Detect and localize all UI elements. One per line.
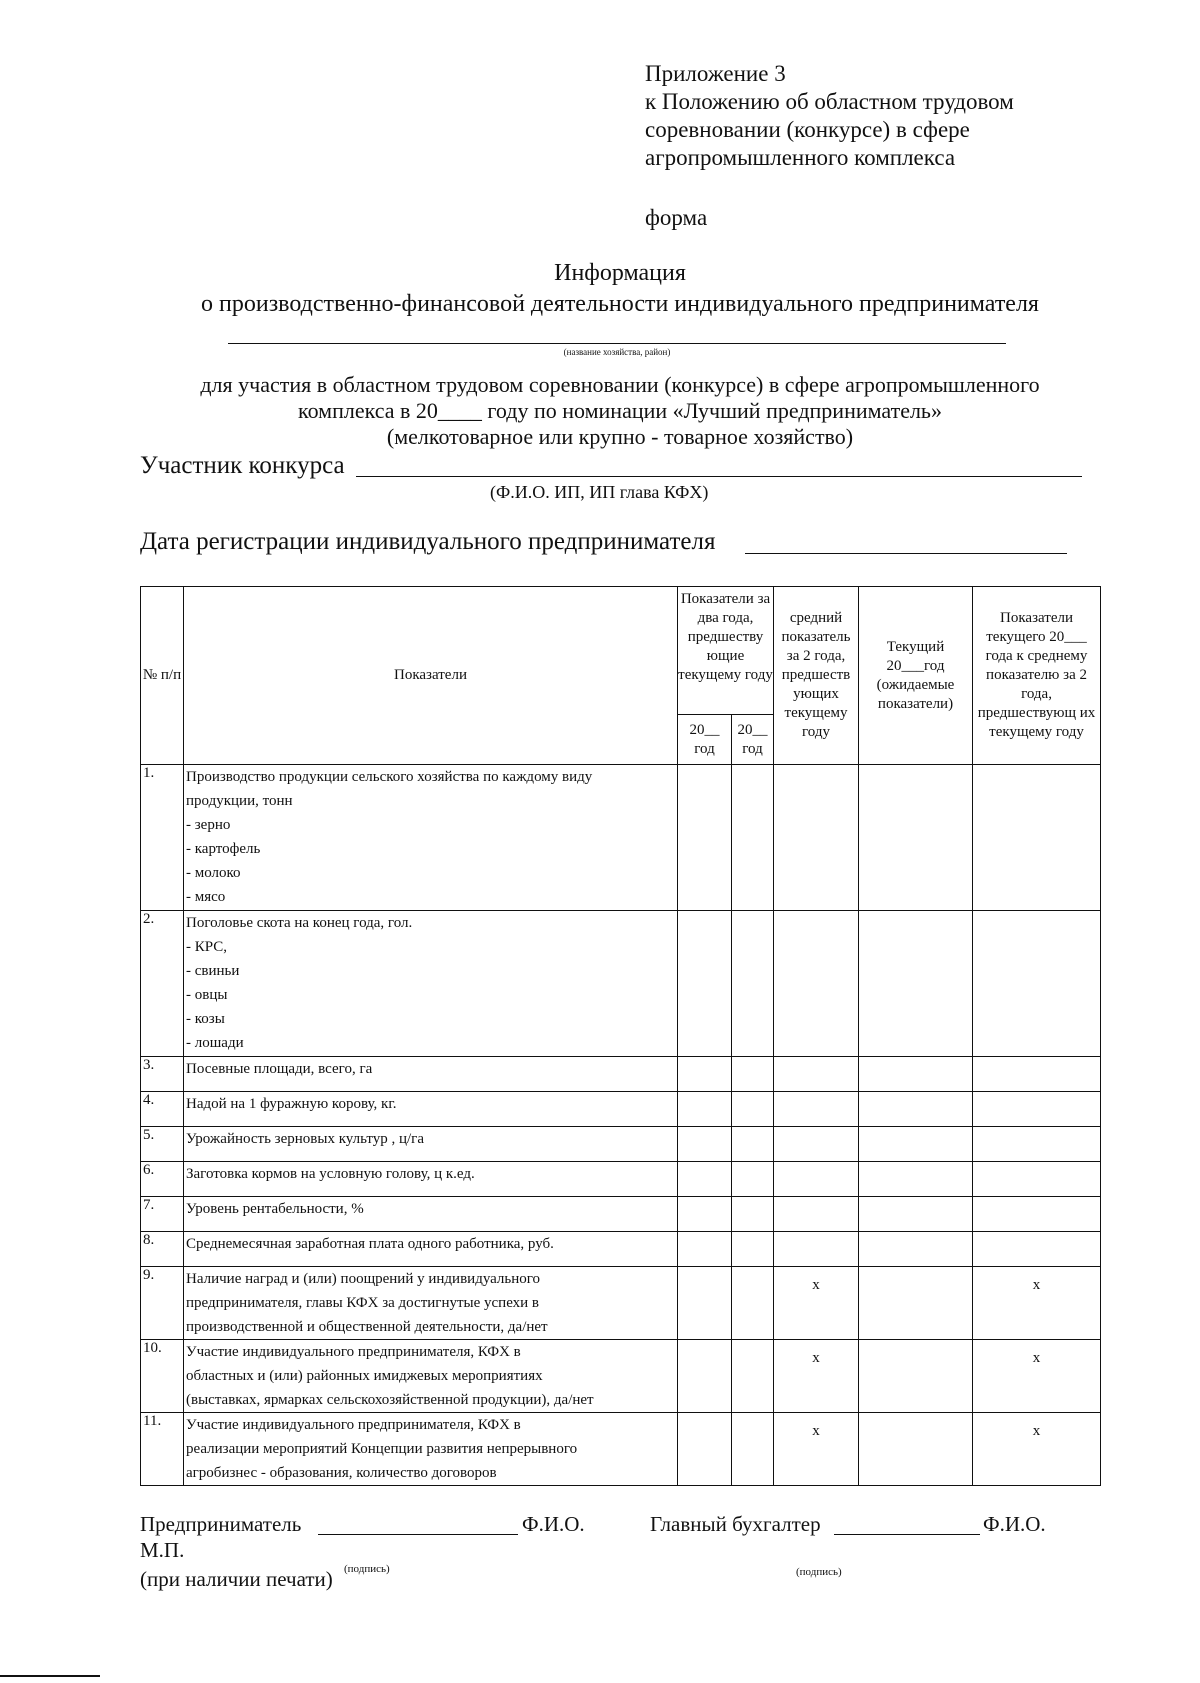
indicator-cell [184, 911, 678, 1057]
header-ratio: Показатели текущего 20___ года к среднему показателю за 2 года, предшествующ их текущему году [973, 587, 1101, 765]
indicator-cell [184, 1197, 678, 1232]
header-num: № п/п [141, 587, 184, 765]
indicator-line: Участие индивидуального предпринимателя, КФХ в [186, 1344, 521, 1360]
indicator-line: Производство продукции сельского хозяйства по каждому виду [186, 769, 593, 785]
indicator-line: Урожайность зерновых культур , ц/га [186, 1131, 424, 1147]
header-current: Текущий 20___год (ожидаемые показатели) [859, 587, 973, 765]
current-cell[interactable] [859, 911, 973, 1057]
average-cell[interactable] [774, 1197, 859, 1232]
row-number: 6. [141, 1162, 184, 1197]
registration-label: Дата регистрации индивидуального предпринимателя [140, 528, 716, 555]
year2-cell[interactable] [732, 765, 774, 911]
mp-label: М.П. [140, 1538, 185, 1562]
entrepreneur-label: Предприниматель [140, 1512, 302, 1536]
ratio-cell[interactable] [973, 1092, 1101, 1127]
entrepreneur-signature-line[interactable] [318, 1534, 518, 1535]
year1-cell[interactable] [678, 1340, 732, 1413]
indicators-table [140, 586, 1101, 1486]
signature-caption: (подпись) [344, 1563, 390, 1575]
document-subtitle: о производственно-финансовой деятельности индивидуального предпринимателя [201, 291, 1039, 317]
indicator-line: Наличие наград и (или) поощрений у индивидуального [186, 1271, 541, 1287]
year1-cell[interactable] [678, 1162, 732, 1197]
indicator-line: - козы [186, 1011, 225, 1027]
document-title: Информация [554, 260, 686, 286]
indicator-cell [184, 1413, 678, 1486]
row-number: 5. [141, 1127, 184, 1162]
year1-cell[interactable] [678, 765, 732, 911]
farm-name-line[interactable] [228, 343, 1006, 344]
row-number: 9. [141, 1267, 184, 1340]
ratio-cell[interactable]: x [973, 1340, 1101, 1413]
appendix-line: соревновании (конкурсе) в сфере [645, 117, 970, 142]
indicator-line: агробизнес - образования, количество договоров [186, 1465, 497, 1481]
participant-caption: (Ф.И.О. ИП, ИП глава КФХ) [490, 482, 709, 502]
indicator-line: производственной и общественной деятельности, да/нет [186, 1319, 548, 1335]
year2-cell[interactable] [732, 1413, 774, 1486]
indicator-line: - овцы [186, 987, 228, 1003]
indicator-line: Заготовка кормов на условную голову, ц к.ед. [186, 1166, 475, 1182]
indicator-line: - картофель [186, 841, 261, 857]
table-row [141, 1057, 1101, 1092]
table-row [141, 1413, 1101, 1486]
table-body [141, 765, 1101, 1486]
indicator-line: областных и (или) районных имиджевых мероприятиях [186, 1368, 543, 1384]
year2-cell[interactable] [732, 1197, 774, 1232]
average-cell[interactable]: x [774, 1267, 859, 1340]
year1-cell[interactable] [678, 1127, 732, 1162]
indicator-cell [184, 1340, 678, 1413]
intro-line: для участия в областном трудовом соревновании (конкурсе) в сфере агропромышленного [200, 372, 1040, 397]
participant-label: Участник конкурса [140, 452, 345, 479]
year1-cell[interactable] [678, 1413, 732, 1486]
row-number: 11. [141, 1413, 184, 1486]
current-cell[interactable] [859, 1092, 973, 1127]
indicator-cell [184, 1232, 678, 1267]
average-cell[interactable] [774, 911, 859, 1057]
year2-cell[interactable] [732, 911, 774, 1057]
indicator-line: Уровень рентабельности, % [186, 1201, 364, 1217]
table-row [141, 1267, 1101, 1340]
year1-cell[interactable] [678, 1232, 732, 1267]
participant-input-line[interactable] [356, 476, 1082, 477]
ratio-cell[interactable]: x [973, 1413, 1101, 1486]
current-cell[interactable] [859, 1127, 973, 1162]
average-cell[interactable] [774, 1092, 859, 1127]
average-cell[interactable]: x [774, 1340, 859, 1413]
table-row [141, 911, 1101, 1057]
current-cell[interactable] [859, 765, 973, 911]
indicator-line: Посевные площади, всего, га [186, 1061, 373, 1077]
header-year2: 20__ год [732, 715, 774, 765]
table-row [141, 1127, 1101, 1162]
signature-caption: (подпись) [796, 1566, 842, 1578]
year1-cell[interactable] [678, 911, 732, 1057]
ratio-cell[interactable] [973, 1197, 1101, 1232]
current-cell[interactable] [859, 1057, 973, 1092]
indicator-line: - КРС, [186, 939, 228, 955]
table-row [141, 765, 1101, 911]
average-cell[interactable] [774, 1232, 859, 1267]
table-row [141, 1340, 1101, 1413]
row-number: 4. [141, 1092, 184, 1127]
average-cell[interactable] [774, 765, 859, 911]
ratio-cell[interactable] [973, 1057, 1101, 1092]
indicator-line: - молоко [186, 865, 241, 881]
intro-line: комплекса в 20____ году по номинации «Лучший предприниматель» [298, 398, 942, 423]
indicator-line: (выставках, ярмарках сельскохозяйственной продукции), да/нет [186, 1392, 594, 1408]
registration-input-line[interactable] [745, 553, 1067, 554]
indicator-line: реализации мероприятий Концепции развития непрерывного [186, 1441, 578, 1457]
table-row [141, 1162, 1101, 1197]
year1-cell[interactable] [678, 1197, 732, 1232]
year2-cell[interactable] [732, 1340, 774, 1413]
year2-cell[interactable] [732, 1162, 774, 1197]
indicator-cell [184, 765, 678, 911]
year2-cell[interactable] [732, 1092, 774, 1127]
indicator-line: - мясо [186, 889, 226, 905]
current-cell[interactable] [859, 1267, 973, 1340]
ratio-cell[interactable] [973, 1232, 1101, 1267]
average-cell[interactable] [774, 1057, 859, 1092]
indicator-line: - свиньи [186, 963, 240, 979]
appendix-line: Приложение 3 [645, 61, 786, 86]
indicator-line: Участие индивидуального предпринимателя, КФХ в [186, 1417, 521, 1433]
accountant-label: Главный бухгалтер [650, 1512, 821, 1536]
table-row [141, 1197, 1101, 1232]
header-indicators: Показатели [184, 587, 678, 765]
current-cell[interactable] [859, 1340, 973, 1413]
row-number: 1. [141, 765, 184, 911]
entrepreneur-fio: Ф.И.О. [522, 1512, 585, 1536]
current-cell[interactable] [859, 1232, 973, 1267]
current-cell[interactable] [859, 1413, 973, 1486]
year2-cell[interactable] [732, 1232, 774, 1267]
indicator-line: предпринимателя, главы КФХ за достигнутые успехи в [186, 1295, 540, 1311]
indicator-line: Среднемесячная заработная плата одного работника, руб. [186, 1236, 554, 1252]
scan-edge-line [0, 1675, 100, 1677]
ratio-cell[interactable]: x [973, 1267, 1101, 1340]
intro-line: (мелкотоварное или крупно - товарное хозяйство) [386, 424, 854, 449]
year1-cell[interactable] [678, 1092, 732, 1127]
row-number: 7. [141, 1197, 184, 1232]
accountant-fio: Ф.И.О. [983, 1512, 1046, 1536]
row-number: 2. [141, 911, 184, 1057]
row-number: 10. [141, 1340, 184, 1413]
table-row [141, 1232, 1101, 1267]
indicator-line: - лошади [186, 1035, 244, 1051]
seal-note: (при наличии печати) [140, 1567, 333, 1591]
accountant-signature-line[interactable] [834, 1534, 980, 1535]
indicator-cell [184, 1057, 678, 1092]
year2-cell[interactable] [732, 1127, 774, 1162]
year2-cell[interactable] [732, 1057, 774, 1092]
indicator-cell [184, 1127, 678, 1162]
form-label: форма [645, 205, 708, 230]
ratio-cell[interactable] [973, 1127, 1101, 1162]
header-average: средний показатель за 2 года, предшеств ующих текущему году [774, 587, 859, 765]
appendix-line: к Положению об областном трудовом [645, 89, 1014, 114]
ratio-cell[interactable] [973, 765, 1101, 911]
appendix-block [645, 60, 1014, 172]
indicator-cell [184, 1092, 678, 1127]
table-row [141, 1092, 1101, 1127]
average-cell[interactable] [774, 1162, 859, 1197]
year1-cell[interactable] [678, 1057, 732, 1092]
indicator-line: продукции, тонн [186, 793, 293, 809]
year1-cell[interactable] [678, 1267, 732, 1340]
row-number: 8. [141, 1232, 184, 1267]
indicator-line: Поголовье скота на конец года, гол. [186, 915, 413, 931]
indicator-line: Надой на 1 фуражную корову, кг. [186, 1096, 397, 1112]
current-cell[interactable] [859, 1197, 973, 1232]
indicator-cell [184, 1162, 678, 1197]
current-cell[interactable] [859, 1162, 973, 1197]
appendix-line: агропромышленного комплекса [645, 145, 956, 170]
farm-name-caption: (название хозяйства, район) [563, 347, 671, 357]
ratio-cell[interactable] [973, 911, 1101, 1057]
header-year1: 20__ год [678, 715, 732, 765]
row-number: 3. [141, 1057, 184, 1092]
year2-cell[interactable] [732, 1267, 774, 1340]
ratio-cell[interactable] [973, 1162, 1101, 1197]
header-two-years: Показатели за два года, предшеству ющие текущему году [678, 587, 774, 715]
average-cell[interactable]: x [774, 1413, 859, 1486]
average-cell[interactable] [774, 1127, 859, 1162]
indicator-cell [184, 1267, 678, 1340]
indicator-line: - зерно [186, 817, 231, 833]
